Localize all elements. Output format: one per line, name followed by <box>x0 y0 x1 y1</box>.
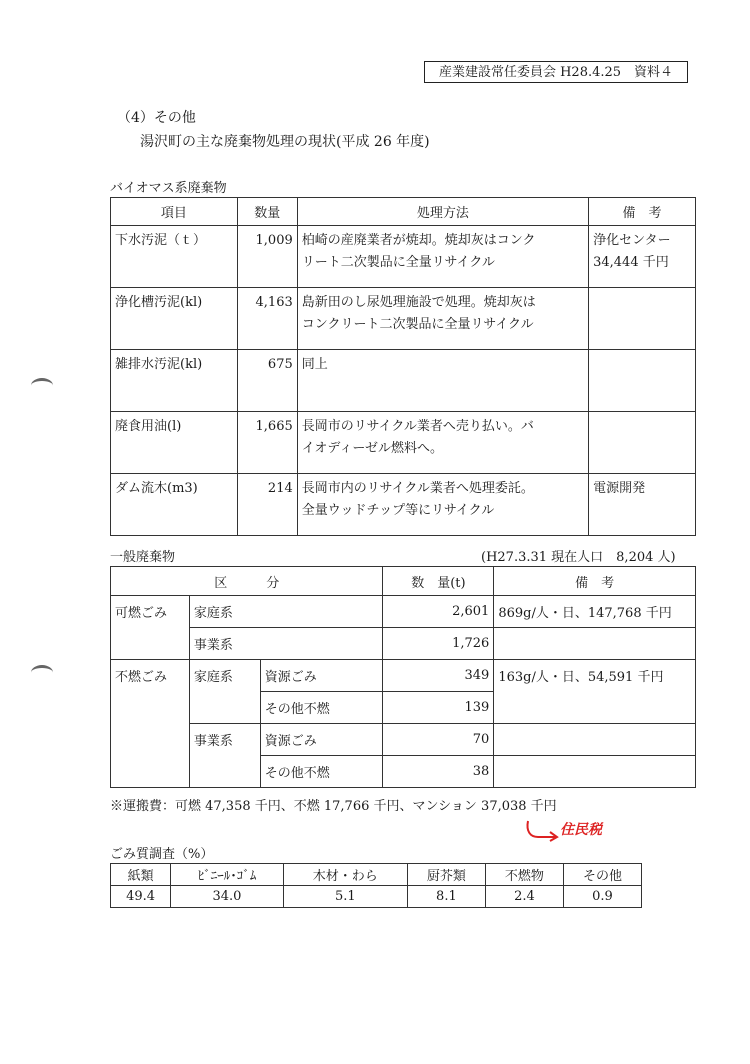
value-paper: 49.4 <box>111 886 171 908</box>
table-row <box>111 474 696 536</box>
sub-household: 家庭系 <box>189 660 260 724</box>
punch-hole-mark <box>31 665 53 680</box>
header-nonburn: 不燃物 <box>485 864 563 886</box>
header-kitchen: 厨芥類 <box>407 864 485 886</box>
note-empty <box>494 628 696 660</box>
section-subtitle: 湯沢町の主な廃棄物処理の現状(平成 26 年度) <box>140 134 430 150</box>
table-row <box>111 350 696 412</box>
table-row <box>111 724 696 756</box>
row-qty: 1,009 <box>237 226 297 288</box>
header-method: 処理方法 <box>297 198 588 226</box>
row-note: 浄化センター 34,444 千円 <box>589 226 696 288</box>
row-item: 雑排水汚泥(kl) <box>111 350 238 412</box>
sub-business: 事業系 <box>189 724 260 788</box>
header-item: 項目 <box>111 198 238 226</box>
note-nonburnable: 163g/人・日、54,591 千円 <box>494 660 696 724</box>
quality-table <box>110 863 642 908</box>
sub-business: 事業系 <box>189 628 383 660</box>
row-method: 島新田のし尿処理施設で処理。焼却灰は コンクリート二次製品に全量リサイクル <box>297 288 588 350</box>
biomass-caption: バイオマス系廃棄物 <box>110 181 227 196</box>
row-qty: 1,665 <box>237 412 297 474</box>
note-burnable: 869g/人・日、147,768 千円 <box>494 596 696 628</box>
table-row <box>111 226 696 288</box>
row-item: 下水汚泥（ｔ） <box>111 226 238 288</box>
note-empty <box>494 724 696 756</box>
biomass-table <box>110 197 696 536</box>
sub-household: 家庭系 <box>189 596 383 628</box>
handwritten-note: 住民税 <box>560 822 602 838</box>
table-row <box>111 660 696 692</box>
row-note <box>589 412 696 474</box>
table-row <box>111 628 696 660</box>
row-note <box>589 350 696 412</box>
table-header-row <box>111 567 696 596</box>
value-kitchen: 8.1 <box>407 886 485 908</box>
row-qty: 675 <box>237 350 297 412</box>
header-vinyl: ﾋﾞﾆｰﾙ･ｺﾞﾑ <box>171 864 284 886</box>
table-header-row <box>111 864 642 886</box>
value-other: 0.9 <box>563 886 641 908</box>
value-wood: 5.1 <box>283 886 407 908</box>
row-item: 浄化槽汚泥(kl) <box>111 288 238 350</box>
note-empty <box>494 756 696 788</box>
row-note: 電源開発 <box>589 474 696 536</box>
header-qty: 数 量(t) <box>383 567 494 596</box>
header-note: 備 考 <box>589 198 696 226</box>
type-resource: 資源ごみ <box>260 724 383 756</box>
category-burnable: 可燃ごみ <box>111 596 190 660</box>
type-resource: 資源ごみ <box>260 660 383 692</box>
punch-hole-mark <box>31 378 53 393</box>
table-row <box>111 596 696 628</box>
category-nonburnable: 不燃ごみ <box>111 660 190 788</box>
population-note: (H27.3.31 現在人口 8,204 人) <box>481 550 676 565</box>
table-row <box>111 412 696 474</box>
section-title: （4）その他 <box>117 110 196 126</box>
value-vinyl: 34.0 <box>171 886 284 908</box>
qty-value: 2,601 <box>383 596 494 628</box>
row-item: ダム流木(m3) <box>111 474 238 536</box>
row-qty: 214 <box>237 474 297 536</box>
table-row <box>111 886 642 908</box>
qty-value: 1,726 <box>383 628 494 660</box>
header-paper: 紙類 <box>111 864 171 886</box>
type-other: その他不燃 <box>260 756 383 788</box>
general-caption: 一般廃棄物 <box>110 550 176 565</box>
qty-value: 70 <box>383 724 494 756</box>
qty-value: 139 <box>383 692 494 724</box>
header-wood: 木材・わら <box>283 864 407 886</box>
header-division: 区 分 <box>111 567 383 596</box>
row-item: 廃食用油(l) <box>111 412 238 474</box>
header-other: その他 <box>563 864 641 886</box>
quality-caption: ごみ質調査（%） <box>110 847 214 862</box>
transport-cost-note: ※運搬費：可燃 47,358 千円、不燃 17,766 千円、マンション 37,038 千円 <box>110 799 557 814</box>
table-row <box>111 288 696 350</box>
qty-value: 349 <box>383 660 494 692</box>
type-other: その他不燃 <box>260 692 383 724</box>
row-method: 柏崎の産廃業者が焼却。焼却灰はコンク リート二次製品に全量リサイクル <box>297 226 588 288</box>
qty-value: 38 <box>383 756 494 788</box>
value-nonburn: 2.4 <box>485 886 563 908</box>
table-header-row <box>111 198 696 226</box>
row-method: 長岡市内のリサイクル業者へ処理委託。 全量ウッドチップ等にリサイクル <box>297 474 588 536</box>
general-waste-table <box>110 566 696 788</box>
document-tag: 産業建設常任委員会 H28.4.25 資料４ <box>424 61 688 83</box>
row-qty: 4,163 <box>237 288 297 350</box>
header-note: 備 考 <box>494 567 696 596</box>
header-qty: 数量 <box>237 198 297 226</box>
row-method: 長岡市のリサイクル業者へ売り払い。バ イオディーゼル燃料へ。 <box>297 412 588 474</box>
row-note <box>589 288 696 350</box>
row-method: 同上 <box>297 350 588 412</box>
